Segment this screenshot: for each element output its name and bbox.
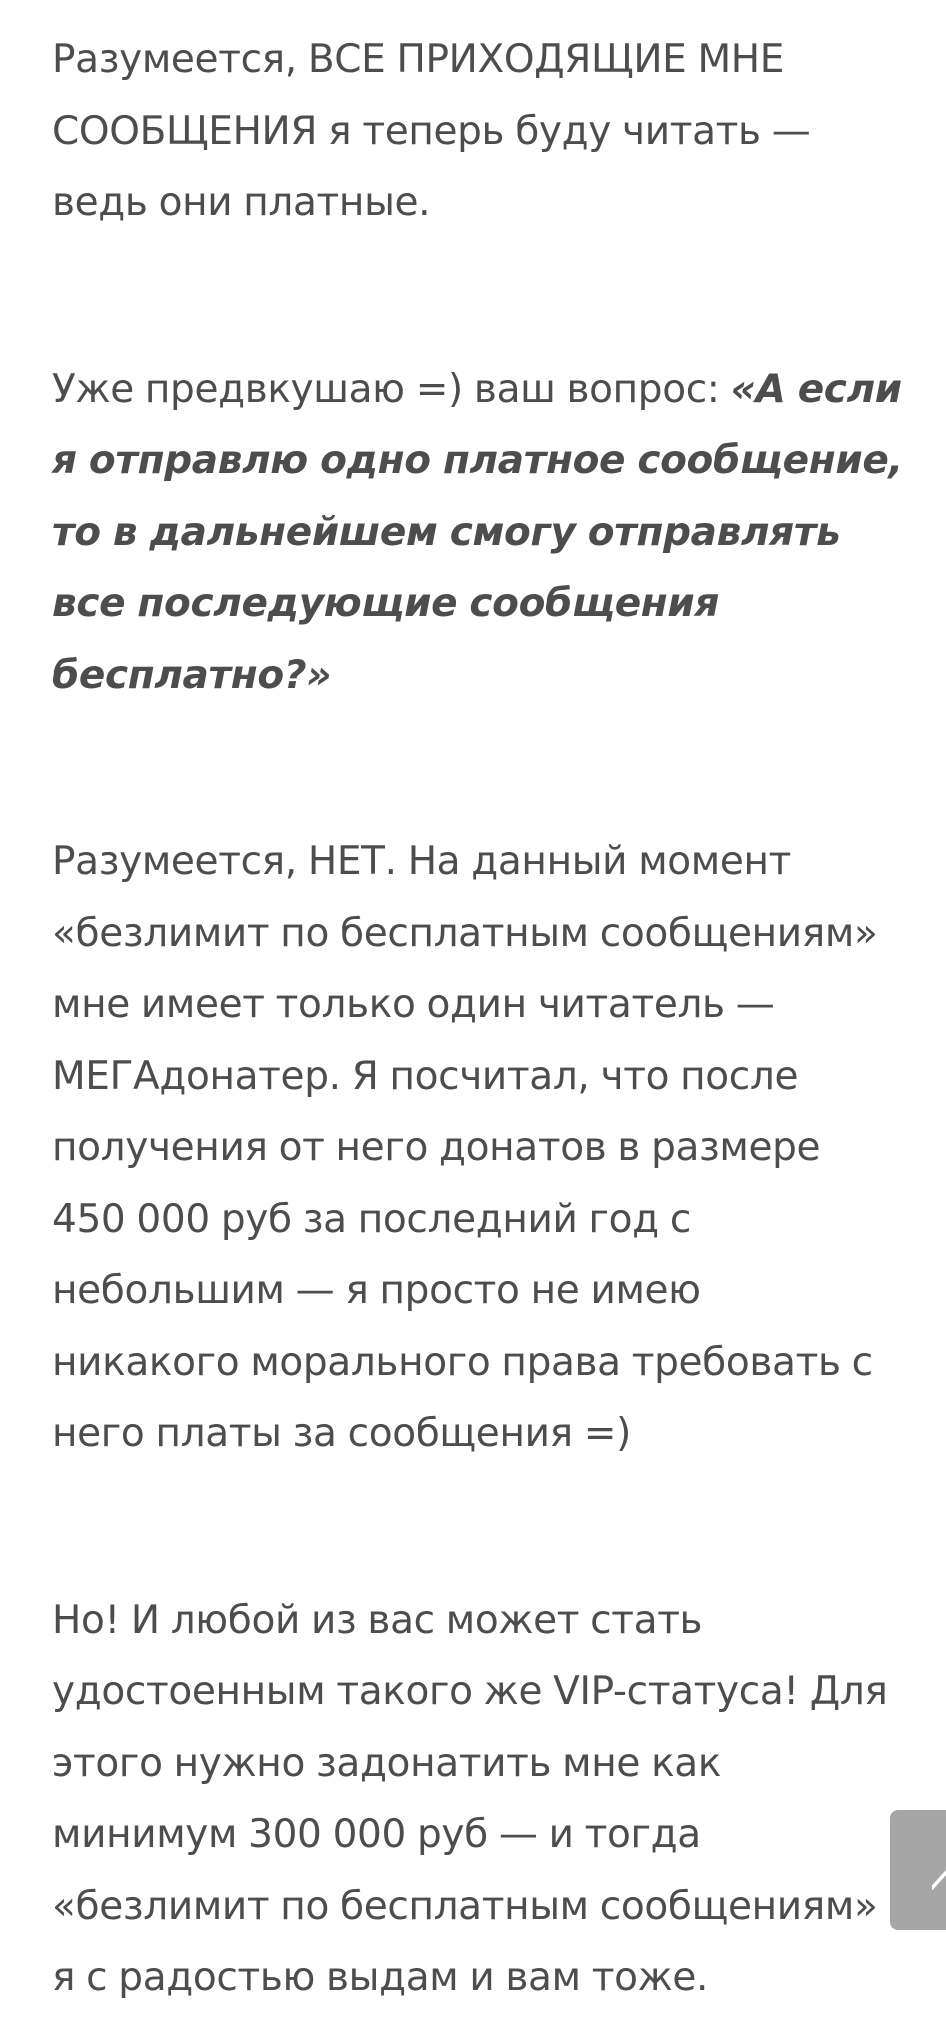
article-body (52, 24, 912, 2014)
text-line: Разумеется, НЕТ. На данный момент (52, 839, 792, 884)
text-line: удостоенным такого же VIP-статуса! Для (52, 1669, 888, 1714)
question-emphasis: все последующие сообщения (52, 581, 720, 626)
text-line: этого нужно задонатить мне как (52, 1740, 722, 1786)
text-line: Но! И любой из вас может стать (52, 1597, 703, 1643)
text-line: небольшим — я просто не имею (52, 1268, 701, 1313)
text-line: Разумеется, ВСЕ ПРИХОДЯЩИЕ МНЕ (52, 37, 785, 82)
text-line: МЕГАдонатер. Я посчитал, что после (52, 1053, 799, 1099)
text-line (52, 354, 912, 426)
paragraph-messages-read (52, 24, 912, 239)
question-emphasis: я отправлю одно платное сообщение, (52, 438, 903, 483)
text-line: мне имеет только один читатель — (52, 982, 775, 1027)
text-line: него платы за сообщения =) (52, 1411, 631, 1456)
chevron-up-icon (932, 1854, 946, 1894)
question-emphasis: то в дальнейшем смогу отправлять (52, 509, 841, 555)
text-line: никакого морального права требовать с (52, 1339, 873, 1385)
text-line: СООБЩЕНИЯ я теперь буду читать — (52, 108, 811, 154)
text-line: «безлимит по бесплатным сообщениям» (52, 910, 878, 956)
paragraph-vip-status (52, 1585, 912, 2014)
scroll-to-top-button[interactable] (890, 1810, 946, 1930)
text-line: я с радостью выдам и вам тоже. (52, 1955, 709, 2000)
question-emphasis: бесплатно?» (52, 652, 332, 698)
text-line: получения от него донатов в размере (52, 1125, 821, 1170)
paragraph-answer (52, 826, 912, 1470)
text-line: минимум 300 000 руб — и тогда (52, 1812, 701, 1857)
question-intro: Уже предвкушаю =) ваш вопрос: (52, 366, 731, 412)
text-line: 450 000 руб за последний год с (52, 1196, 691, 1242)
text-line: ведь они платные. (52, 180, 431, 225)
text-line: «безлимит по бесплатным сообщениям» (52, 1883, 878, 1929)
paragraph-question (52, 354, 912, 712)
question-emphasis: «А если (730, 366, 902, 412)
